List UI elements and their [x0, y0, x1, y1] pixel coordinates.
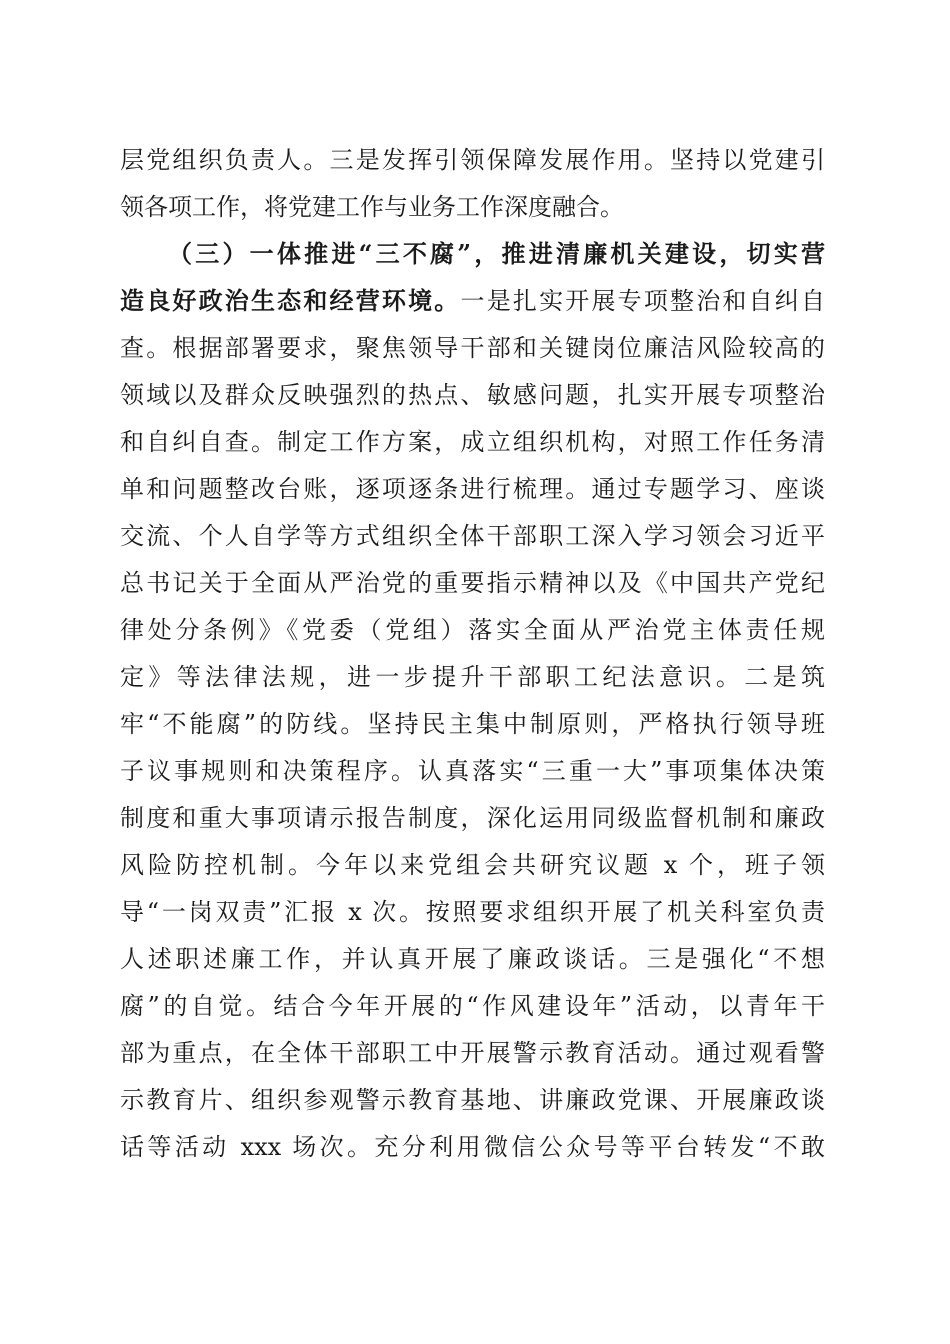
line-text: 牢“不能腐”的防线。坚持民主集中制原则，严格执行领导班	[120, 710, 825, 738]
paragraph-line	[120, 939, 825, 979]
line-text: 风险防控机制。今年以来党组会共研究议题 x 个，班子领	[120, 851, 825, 879]
line-text: 示教育片、组织参观警示教育基地、讲廉政党课、开展廉政谈	[120, 1086, 825, 1114]
line-text: 层党组织负责人。三是发挥引领保障发展作用。坚持以党建引	[120, 146, 825, 174]
line-text: 腐”的自觉。结合今年开展的“作风建设年”活动，以青年干	[120, 992, 825, 1020]
paragraph-line	[120, 187, 825, 227]
line-text: 制度和重大事项请示报告制度，深化运用同级监督机制和廉政	[120, 804, 825, 832]
line-text: 子议事规则和决策程序。认真落实“三重一大”事项集体决策	[120, 757, 825, 785]
paragraph-line	[120, 422, 825, 462]
line-text: 领域以及群众反映强烈的热点、敏感问题，扎实开展专项整治	[120, 381, 825, 409]
paragraph-line	[120, 563, 825, 603]
line-text: 律处分条例》《党委（党组）落实全面从严治党主体责任规	[120, 616, 825, 644]
line-text: 导“一岗双责”汇报 x 次。按照要求组织开展了机关科室负责	[120, 898, 825, 926]
paragraph-line	[120, 845, 825, 885]
paragraph-line	[120, 704, 825, 744]
paragraph-line	[120, 892, 825, 932]
line-text: 定》等法律法规，进一步提升干部职工纪法意识。二是筑	[120, 663, 825, 691]
line-text: 一是扎实开展专项整治和自纠自	[460, 287, 825, 315]
paragraph-line	[120, 1080, 825, 1120]
line-text: 和自纠自查。制定工作方案，成立组织机构，对照工作任务清	[120, 428, 825, 456]
paragraph-line	[120, 610, 825, 650]
line-text: 单和问题整改台账，逐项逐条进行梳理。通过专题学习、座谈	[120, 475, 825, 503]
line-text: 领各项工作，将党建工作与业务工作深度融合。	[120, 193, 624, 221]
paragraph-line	[120, 798, 825, 838]
paragraph-line	[120, 1127, 825, 1167]
paragraph-line	[120, 328, 825, 368]
paragraph-line	[120, 469, 825, 509]
paragraph-line	[120, 751, 825, 791]
line-text: 部为重点，在全体干部职工中开展警示教育活动。通过观看警	[120, 1039, 825, 1067]
paragraph-line	[120, 657, 825, 697]
paragraph-line	[120, 375, 825, 415]
section-heading-continued: 造良好政治生态和经营环境。	[120, 286, 461, 315]
paragraph-line	[120, 140, 825, 180]
paragraph-line	[120, 281, 825, 321]
paragraph-line	[120, 1033, 825, 1073]
paragraph-line	[120, 986, 825, 1026]
section-heading-line	[168, 234, 825, 274]
line-text: 查。根据部署要求，聚焦领导干部和关键岗位廉洁风险较高的	[120, 334, 825, 362]
line-text: 人述职述廉工作，并认真开展了廉政谈话。三是强化“不想	[120, 945, 825, 973]
paragraph-line	[120, 516, 825, 556]
line-text: 交流、个人自学等方式组织全体干部职工深入学习领会习近平	[120, 522, 825, 550]
line-text: 话等活动 xxx 场次。充分利用微信公众号等平台转发“不敢	[120, 1133, 825, 1161]
section-heading: （三）一体推进“三不腐”，推进清廉机关建设，切实营	[168, 239, 825, 268]
line-text: 总书记关于全面从严治党的重要指示精神以及《中国共产党纪	[120, 569, 825, 597]
